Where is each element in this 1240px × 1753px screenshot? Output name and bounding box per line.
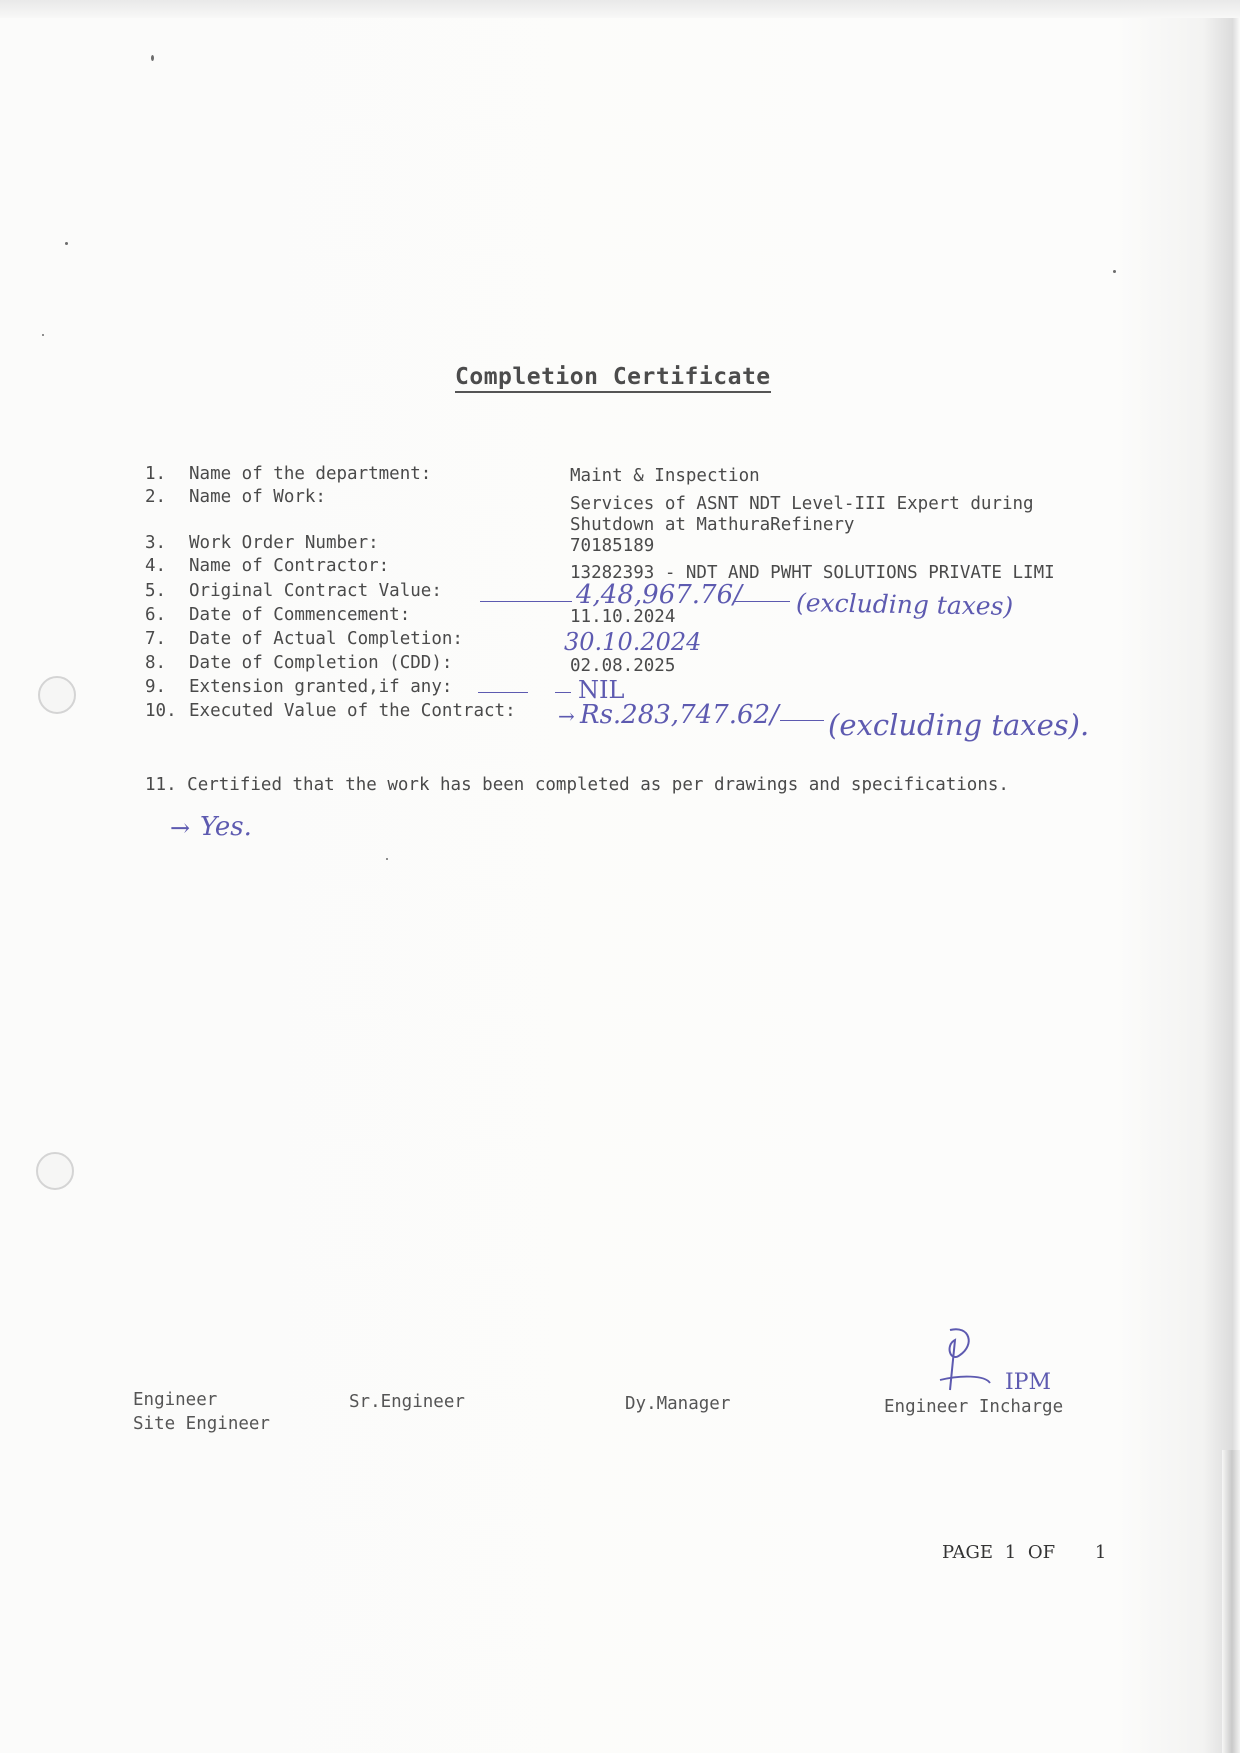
work-name-line1: Services of ASNT NDT Level-III Expert during (570, 494, 1034, 514)
actual-completion-handwritten: 30.10.2024 (564, 628, 702, 656)
department-value: Maint & Inspection (570, 466, 760, 486)
dy-manager-label: Dy.Manager (625, 1394, 731, 1414)
field-number: 5. (145, 581, 167, 601)
scan-speck (42, 334, 44, 336)
page-number (942, 1542, 1106, 1563)
field-number: 2. (145, 487, 167, 507)
field-label: Date of Actual Completion: (189, 629, 463, 649)
executed-value-handwritten: Rs.283,747.62/ (580, 700, 779, 730)
punch-hole (38, 676, 76, 714)
original-value-handwritten: 4,48,967.76/ (576, 580, 742, 610)
engineer-incharge-label: Engineer Incharge (884, 1397, 1064, 1417)
extension-handwritten: NIL (578, 676, 625, 704)
scan-edge-top (0, 0, 1240, 18)
field-label: Original Contract Value: (189, 581, 442, 601)
handwritten-dash (480, 601, 572, 602)
cdd-value: 02.08.2025 (570, 656, 676, 676)
field-row-contractor (145, 554, 389, 578)
punch-hole (36, 1152, 74, 1190)
commencement-value: 11.10.2024 (570, 607, 676, 627)
field-number: 1. (145, 464, 167, 484)
work-order-value: 70185189 (570, 536, 655, 556)
field-number: 7. (145, 629, 167, 649)
executed-value-note: (excluding taxes). (828, 708, 1090, 742)
handwritten-dash (478, 692, 528, 693)
work-name-line2: Shutdown at MathuraRefinery (570, 515, 855, 535)
field-row-cdd (145, 651, 452, 675)
contractor-value: 13282393 - NDT AND PWHT SOLUTIONS PRIVATE LIMI (570, 563, 1055, 583)
field-label: Work Order Number: (189, 533, 379, 553)
page-of: OF (1027, 1542, 1056, 1563)
field-row-executed-value (145, 699, 516, 723)
field-label: Date of Completion (CDD): (189, 653, 453, 673)
field-number: 3. (145, 533, 167, 553)
sr-engineer-label: Sr.Engineer (349, 1392, 465, 1412)
certification-text: Certified that the work has been completed as per drawings and specifications. (187, 775, 1009, 795)
field-row-actual-completion (145, 627, 463, 651)
field-number: 11. (145, 775, 177, 795)
field-number: 8. (145, 653, 167, 673)
certification-statement (145, 773, 1009, 797)
field-number: 6. (145, 605, 167, 625)
scan-speck (65, 242, 68, 245)
page-current: 1 (1004, 1542, 1017, 1563)
field-label: Name of Contractor: (189, 556, 390, 576)
signature-initials: IPM (1005, 1370, 1052, 1395)
field-label: Executed Value of the Contract: (189, 701, 516, 721)
arrow-glyph: → (558, 704, 575, 728)
site-engineer-label: Site Engineer (133, 1414, 270, 1434)
field-label: Name of the department: (189, 464, 432, 484)
scan-edge-right (1222, 1450, 1240, 1753)
certification-answer-handwritten: Yes. (200, 812, 252, 842)
handwritten-dash (555, 692, 571, 693)
field-row-work-order (145, 531, 379, 555)
original-value-note: (excluding taxes) (795, 588, 1014, 621)
page-label: PAGE (942, 1542, 993, 1563)
handwritten-dash (780, 720, 824, 721)
scan-speck (151, 55, 154, 61)
page-total: 1 (1094, 1542, 1107, 1563)
field-number: 9. (145, 677, 167, 697)
field-row-work-name (145, 485, 326, 509)
field-row-original-value (145, 579, 442, 603)
arrow-glyph: → (170, 814, 191, 842)
field-label: Extension granted,if any: (189, 677, 453, 697)
field-row-extension (145, 675, 452, 699)
scan-speck (386, 858, 388, 860)
field-number: 10. (145, 701, 177, 721)
field-number: 4. (145, 556, 167, 576)
field-label: Date of Commencement: (189, 605, 411, 625)
engineer-label: Engineer (133, 1390, 218, 1410)
scan-speck (1113, 270, 1116, 273)
field-row-department (145, 462, 431, 486)
handwritten-dash (735, 601, 790, 602)
field-label: Name of Work: (189, 487, 326, 507)
field-row-commencement (145, 603, 410, 627)
certificate-title: Completion Certificate (455, 364, 771, 393)
